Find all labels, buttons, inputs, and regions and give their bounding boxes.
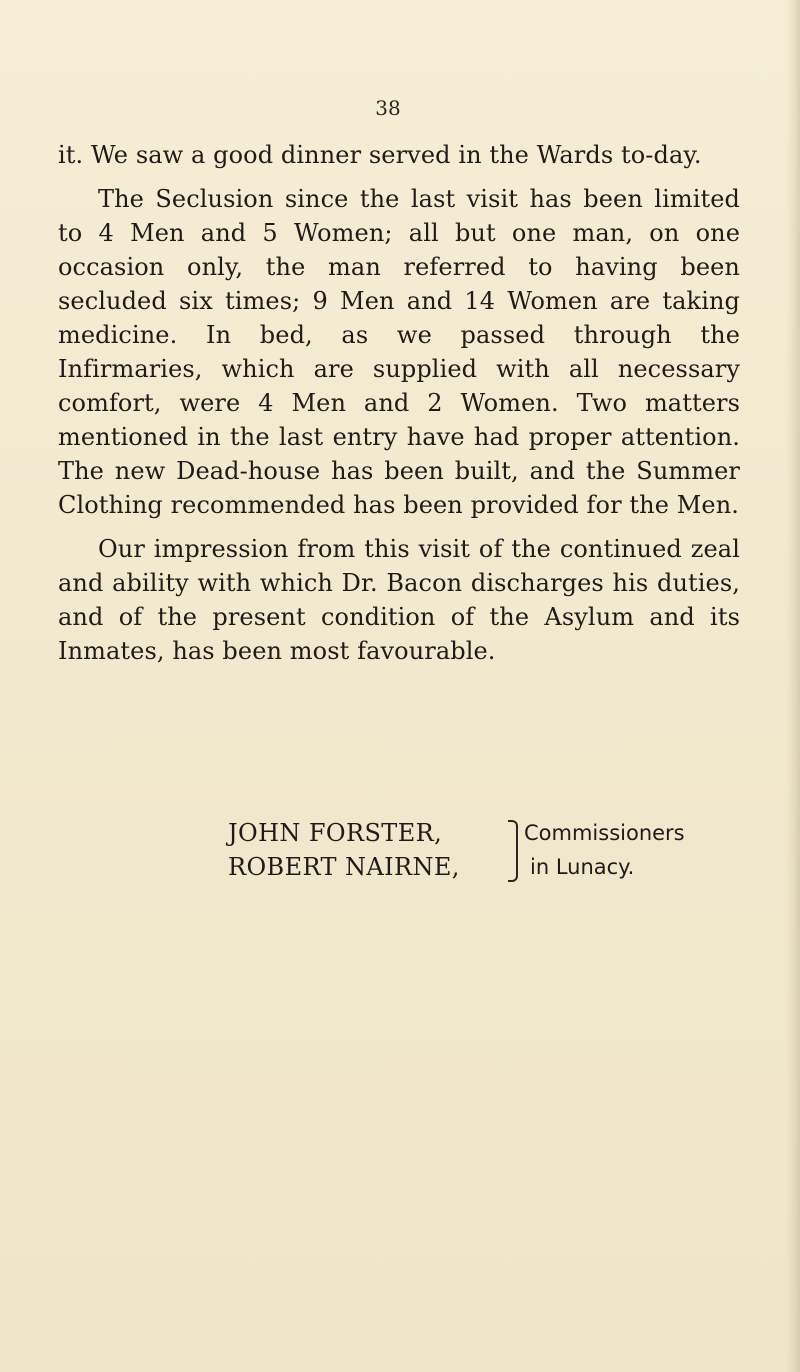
body-text <box>58 138 740 668</box>
paragraph-impression: Our impression from this visit of the continued zeal and ability with which Dr. Bacon discharges his duties, and of the present condition of the Asylum and its Inmates, has been most favourable. <box>58 535 740 665</box>
paragraph-seclusion: The Seclusion since the last visit has been limited to 4 Men and 5 Women; all but one man, on one occasion only, the man referred to having been secluded six times; 9 Men and 14 Women are taking medicine. In bed, as we passed through the Infirmaries, which are supplied with all necessary comfort, were 4 Men and 2 Women. Two matters mentioned in the last entry have had proper attention. The new Dead-house has been built, and the Summer Clothing recommended has been provided for the Men. <box>58 185 740 519</box>
paragraph-continuation: it. We saw a good dinner served in the Wards to-day. <box>58 141 702 169</box>
signatory-name: JOHN FORSTER, <box>228 819 443 847</box>
brace-mark <box>508 820 518 882</box>
signatory-names <box>228 816 508 884</box>
page-number: 38 <box>375 96 401 120</box>
page-edge-shadow <box>786 0 800 1372</box>
signature-block <box>228 816 748 896</box>
signatory-name: ROBERT NAIRNE, <box>228 853 460 881</box>
signatory-title-line: in Lunacy. <box>530 855 635 879</box>
signatory-title <box>524 816 724 884</box>
signatory-title-line: Commissioners <box>524 821 685 845</box>
